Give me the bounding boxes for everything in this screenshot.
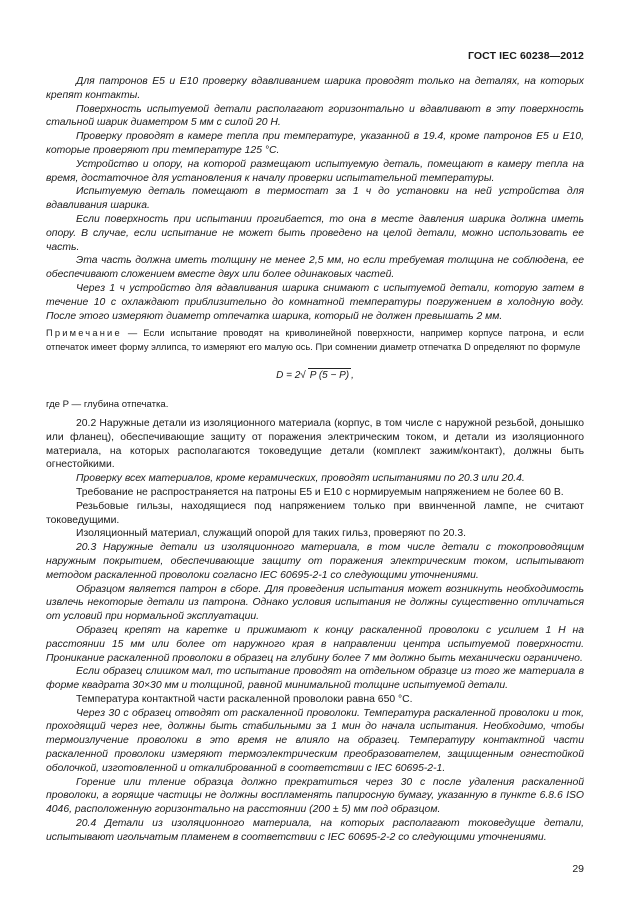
- formula-tail: ,: [351, 370, 354, 382]
- paragraph: Поверхность испытуемой детали располагают горизонтально и вдавливают в эту поверхность стальной шарик диаметром 5 мм с силой 20 Н.: [46, 103, 584, 129]
- paragraph: Образец крепят на каретке и прижимают к концу раскаленной проволоки с усилием 1 Н на расстоянии 15 мм или более от наружного края в направлении центра испытуемой поверхности. Проникание раскаленной проволоки в образец на глубину более 7 мм должно быть механически ограничено.: [46, 624, 584, 664]
- formula-lhs: D = 2: [276, 370, 301, 382]
- paragraph: Изоляционный материал, служащий опорой для таких гильз, проверяют по 20.3.: [76, 528, 466, 540]
- paragraph: Для патронов Е5 и Е10 проверку вдавливанием шарика проводят только на деталях, на которых крепят контакты.: [46, 76, 584, 101]
- formula-radicand: P (5 − P): [309, 370, 350, 382]
- paragraph: Если образец слишком мал, то испытание проводят на отдельном образце из того же материала в форме квадрата 30×30 мм и толщиной, равной минимальной толщине испытуемой детали.: [46, 666, 584, 692]
- section-paragraphs-b: [46, 417, 584, 845]
- paragraph: Проверку всех материалов, кроме керамических, проводят испытаниями по 20.3 или 20.4.: [76, 473, 525, 485]
- formula: [46, 368, 584, 384]
- paragraph: Требование не распространяется на патроны Е5 и Е10 с нормируемым напряжением не более 60 В.: [76, 486, 564, 498]
- page-number: 29: [572, 863, 584, 875]
- note-label: Примечание: [46, 328, 122, 339]
- paragraph: Эта часть должна иметь толщину не менее 2,5 мм, но если требуемая толщина не соблюдена, ее обеспечивают сложением вместе двух или более одинаковых частей.: [46, 255, 584, 281]
- paragraph: 20.4 Детали из изоляционного материала, на которых располагают токоведущие детали, испытывают игольчатым пламенем в соответствии с IEC 60695-2-2 со следующими уточнениями.: [46, 818, 584, 843]
- section-paragraphs-a: [46, 75, 584, 323]
- paragraph: Горение или тление образца должно прекратиться через 30 с после удаления раскаленной проволоки, а горящие частицы не должны воспламенять папиросную бумагу, указанную в пункте 6.8.6 ISO 4046, расположенную горизонтально на расстоянии (200 ± 5) мм под образцом.: [46, 776, 584, 816]
- paragraph: Проверку проводят в камере тепла при температуре, указанной в 19.4, кроме патронов Е5 и Е10, которые проверяют при температуре 125 °С.: [46, 131, 584, 156]
- paragraph: Через 30 с образец отводят от раскаленной проволоки. Температура раскаленной проволоки и ток, проходящий через нее, должны быть стабильными за 1 мин до начала испытания. Необходимо, чтобы термоизлучение проволоки в это время не влияло на образец. Температуру контактной части раскаленной проволоки измеряют термоэлектрическим преобразователем, защищенным огнестойкой оболочкой, изготовленной и откалиброванной в соответствии с IEC 60695-2-1.: [46, 707, 584, 774]
- note-text: — Если испытание проводят на криволинейной поверхности, например корпусе патрона, и если отпечаток имеет форму эллипса, то измеряют его малую ось. При сомнении диаметр отпечатка D определяют по формуле: [46, 328, 584, 352]
- paragraph: Температура контактной части раскаленной проволоки равна 650 °С.: [76, 693, 413, 705]
- paragraph: 20.2 Наружные детали из изоляционного материала (корпус, в том числе с наружной резьбой, донышко или фланец), обеспечивающие защиту от поражения электрическим током, и детали из изоляционного материала, на которых располагаются токоведущие детали (комплект зажим/контакт), должны быть огнестойкими.: [46, 417, 584, 471]
- formula-where: где P — глубина отпечатка.: [46, 399, 169, 411]
- paragraph: Если поверхность при испытании прогибается, то она в месте давления шарика должна иметь опору. В случае, если испытание не может быть проведено на целой детали, можно использовать ее часть.: [46, 213, 584, 253]
- note-paragraph: [46, 327, 584, 354]
- sqrt-icon: √: [300, 370, 306, 382]
- standard-header: ГОСТ IEC 60238—2012: [467, 50, 584, 62]
- paragraph: Образцом является патрон в сборе. Для проведения испытания может возникнуть необходимость извлечь некоторые детали из патрона. Однако условия испытания не должны существенно отличаться от условий при нормальной эксплуатации.: [46, 583, 584, 623]
- paragraph: Резьбовые гильзы, находящиеся под напряжением только при ввинченной лампе, не считают токоведущими.: [46, 500, 584, 526]
- document-body: [46, 75, 584, 845]
- paragraph: Испытуемую деталь помещают в термостат за 1 ч до установки на ней устройства для вдавливания шарика.: [46, 186, 584, 212]
- paragraph: Устройство и опору, на которой размещают испытуемую деталь, помещают в камеру тепла на время, достаточное для установления к началу проверки испытательной температуры.: [46, 158, 584, 184]
- paragraph: 20.3 Наружные детали из изоляционного материала, в том числе детали с токопроводящим наружным покрытием, обеспечивающие защиту от поражения электрическим током, испытывают методом раскаленной проволоки согласно IEC 60695-2-1 со следующими уточнениями.: [46, 542, 584, 581]
- paragraph: Через 1 ч устройство для вдавливания шарика снимают с испытуемой детали, которую затем в течение 10 с охлаждают приблизительно до комнатной температуры погружением в холодную воду. После этого измеряют диаметр отпечатка шарика, который не должен превышать 2 мм.: [46, 282, 584, 322]
